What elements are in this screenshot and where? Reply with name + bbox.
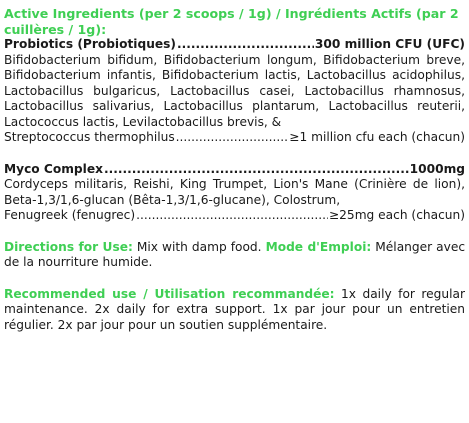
recommended-paragraph: [4, 287, 465, 334]
active-ingredients-heading: Active Ingredients (per 2 scoops / 1g) / Ingrédients Actifs (par 2 cuillères / 1g):: [4, 6, 459, 37]
probiotics-each-amount: ≥1 million cfu each (chacun): [289, 130, 465, 144]
probiotics-last-strain: Streptococcus thermophilus: [4, 130, 175, 144]
myco-row: [4, 162, 465, 178]
probiotics-each-row: [4, 130, 465, 146]
directions-label-fr: Mode d'Emploi:: [265, 239, 372, 254]
recommended-label: Recommended use / Utilisation recommandée:: [4, 286, 335, 301]
myco-each-amount: ≥25mg each (chacun): [328, 208, 465, 222]
myco-name: Myco Complex: [4, 161, 103, 176]
probiotics-each-leader-dots: [176, 130, 289, 146]
probiotics-amount: 300 million CFU (UFC): [314, 37, 465, 51]
directions-text-en: Mix with damp food.: [136, 239, 262, 254]
section-spacer: [4, 224, 465, 240]
probiotics-leader-dots: [177, 37, 314, 53]
myco-each-leader-dots: [136, 208, 328, 224]
directions-paragraph: [4, 240, 465, 271]
myco-amount: 1000mg: [409, 161, 465, 176]
myco-last-ingredient: Fenugreek (fenugrec): [4, 208, 136, 222]
recommended-text: 1x daily for regular maintenance. 2x daily for extra support. 1x par jour pour un entretien régulier. 2x par jour pour un soutien supplémentaire.: [4, 286, 465, 332]
probiotics-strains: Bifidobacterium bifidum, Bifidobacterium longum, Bifidobacterium breve, Bifidobacterium infantis, Bifidobacterium lactis, Lactobacillus acidophilus, Lactobacillus bulgaricus, Lactobacillus casei, Lactobacillus rhamnosus, Lactobacillus salivarius, Lactobacillus plantarum, Lactobacillus reuterii, Lactococcus lactis, Levilactobacillus brevis, &: [4, 52, 465, 129]
probiotics-row: [4, 37, 465, 53]
myco-leader-dots: [104, 162, 409, 178]
section-spacer: [4, 271, 465, 287]
section-spacer: [4, 146, 465, 162]
myco-ingredients: Cordyceps militaris, Reishi, King Trumpet, Lion's Mane (Crinière de lion), Beta-1,3/1,6-glucan (Bêta-1,3/1,6-glucane), Colostrum,: [4, 177, 465, 207]
directions-label-en: Directions for Use:: [4, 239, 133, 254]
myco-each-row: [4, 208, 465, 224]
directions-text-fr: Mélanger avec de la nourriture humide.: [4, 239, 466, 269]
probiotics-name: Probiotics (Probiotiques): [4, 37, 176, 51]
